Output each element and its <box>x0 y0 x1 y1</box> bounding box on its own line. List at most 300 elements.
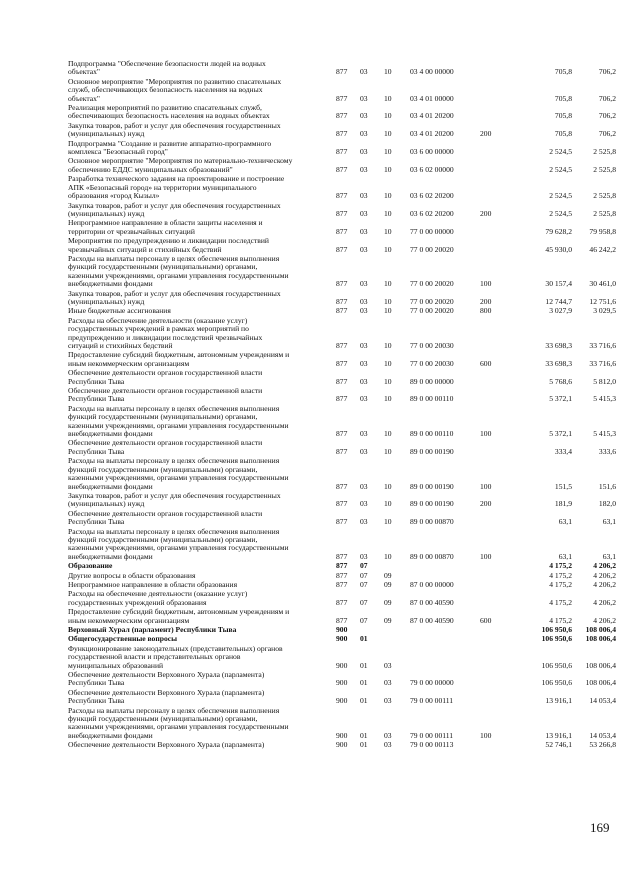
section-code: 03 <box>360 208 368 218</box>
amount-year-1: 13 916,1 <box>545 730 572 740</box>
table-row <box>68 104 616 121</box>
target-code: 77 0 00 20020 <box>410 306 454 316</box>
amount-year-2: 53 266,8 <box>589 740 616 750</box>
ved-code: 877 <box>336 394 348 404</box>
target-code: 89 0 00 00870 <box>410 517 454 527</box>
table-row <box>68 351 616 368</box>
table-row <box>68 581 616 589</box>
row-name-line: государственной власти и представительных органов <box>68 652 241 662</box>
amount-year-2: 2 525,8 <box>593 191 616 201</box>
ved-code: 877 <box>336 579 348 589</box>
row-name <box>68 562 336 570</box>
target-code: 03 4 00 00000 <box>410 67 454 77</box>
ved-code: 877 <box>336 341 348 350</box>
row-name-line: обеспечивающих безопасность населения на водных объектах <box>68 111 270 121</box>
amount-year-1: 33 698,3 <box>545 358 572 368</box>
row-name-line: Основное мероприятие "Мероприятия по развитию спасательных <box>68 76 282 86</box>
row-name <box>68 439 336 456</box>
subsection-code: 10 <box>384 394 392 404</box>
row-name-line: государственных учреждений в рамках мероприятий по <box>68 324 249 334</box>
row-name-line: Республики Тыва <box>68 394 125 404</box>
target-code: 03 6 02 00000 <box>410 164 454 174</box>
row-name-line: муниципальных образований <box>68 660 164 670</box>
subsection-code: 10 <box>384 341 392 350</box>
row-name-line: (муниципальных) нужд <box>68 296 145 306</box>
subsection-code: 10 <box>384 208 392 218</box>
subsection-code: 10 <box>384 279 392 289</box>
ved-code: 877 <box>336 67 348 77</box>
amount-year-1: 52 746,1 <box>545 740 572 750</box>
section-code: 03 <box>360 394 368 404</box>
target-code: 03 4 01 20200 <box>410 111 454 121</box>
target-code: 77 0 00 20020 <box>410 296 454 306</box>
section-code: 03 <box>360 226 368 236</box>
section-code: 07 <box>360 579 368 589</box>
expense-type-code: 200 <box>480 296 492 306</box>
row-name-line: предупреждению и ликвидации последствий чрезвычайных <box>68 332 263 342</box>
expense-type-code: 600 <box>480 615 492 625</box>
target-code: 03 4 01 20200 <box>410 129 454 139</box>
row-name-line: Республики Тыва <box>68 696 125 706</box>
amount-year-1: 33 698,3 <box>545 341 572 350</box>
row-name-line: Иные бюджетные ассигнования <box>68 306 171 316</box>
amount-year-1: 151,5 <box>554 481 572 491</box>
expense-type-code: 600 <box>480 358 492 368</box>
row-name <box>68 707 336 741</box>
section-code: 07 <box>360 597 368 607</box>
ved-code: 877 <box>336 358 348 368</box>
ved-code: 900 <box>336 730 348 740</box>
section-code: 07 <box>360 615 368 625</box>
section-code: 03 <box>360 129 368 139</box>
row-name <box>68 510 336 527</box>
table-row <box>68 457 616 491</box>
amount-year-1: 4 175,2 <box>549 561 572 571</box>
table-row <box>68 635 616 643</box>
subsection-code: 09 <box>384 615 392 625</box>
row-name <box>68 290 336 307</box>
amount-year-1: 705,8 <box>554 111 572 121</box>
row-name-line: функций государственными (муниципальными) органами, <box>68 534 258 544</box>
amount-year-1: 705,8 <box>554 93 572 103</box>
subsection-code: 10 <box>384 358 392 368</box>
ved-code: 877 <box>336 191 348 201</box>
row-name <box>68 635 336 643</box>
target-code: 89 0 00 00000 <box>410 376 454 386</box>
section-code: 01 <box>360 696 368 706</box>
amount-year-2: 33 716,6 <box>589 358 616 368</box>
row-name-line: Закупка товаров, работ и услуг для обеспечения государственных <box>68 288 281 298</box>
amount-year-1: 2 524,5 <box>549 191 572 201</box>
amount-year-1: 63,1 <box>558 551 572 561</box>
amount-year-2: 182,0 <box>598 499 616 509</box>
row-name-line: Закупка товаров, работ и услуг для обеспечения государственных <box>68 200 281 210</box>
amount-year-2: 5 415,3 <box>593 394 616 404</box>
subsection-code: 10 <box>384 429 392 439</box>
ved-code: 877 <box>336 93 348 103</box>
section-code: 03 <box>360 429 368 439</box>
expense-type-code: 200 <box>480 208 492 218</box>
row-name-line: Республики Тыва <box>68 376 125 386</box>
ved-code: 877 <box>336 296 348 306</box>
table-row <box>68 78 616 103</box>
row-name-line: объектах" <box>68 93 101 103</box>
row-name-line: Расходы на обеспечение деятельности (оказание услуг) <box>68 315 248 325</box>
table-row <box>68 671 616 688</box>
ved-code: 877 <box>336 429 348 439</box>
subsection-code: 03 <box>384 740 392 750</box>
amount-year-2: 5 812,0 <box>593 376 616 386</box>
amount-year-2: 30 461,0 <box>589 279 616 289</box>
row-name <box>68 104 336 121</box>
section-code: 01 <box>360 678 368 688</box>
amount-year-1: 12 744,7 <box>545 296 572 306</box>
amount-year-2: 2 525,8 <box>593 164 616 174</box>
amount-year-2: 5 415,3 <box>593 429 616 439</box>
row-name-line: иным некоммерческим организациям <box>68 615 190 625</box>
amount-year-1: 79 628,2 <box>545 226 572 236</box>
ved-code: 877 <box>336 517 348 527</box>
section-code: 03 <box>360 358 368 368</box>
amount-year-2: 108 006,4 <box>585 625 616 634</box>
row-name-line: обеспечению ЕДДС муниципальных образований" <box>68 164 233 174</box>
table-row <box>68 405 616 439</box>
subsection-code: 10 <box>384 446 392 456</box>
row-name <box>68 671 336 688</box>
target-code: 79 0 00 00000 <box>410 678 454 688</box>
amount-year-1: 63,1 <box>558 517 572 527</box>
table-row <box>68 510 616 527</box>
row-name <box>68 405 336 439</box>
ved-code: 877 <box>336 208 348 218</box>
table-row <box>68 317 616 351</box>
row-name-line: казенными учреждениями, органами управления государственными <box>68 722 289 732</box>
amount-year-1: 705,8 <box>554 67 572 77</box>
subsection-code: 09 <box>384 570 392 580</box>
ved-code: 877 <box>336 561 348 571</box>
row-name <box>68 581 336 589</box>
ved-code: 877 <box>336 615 348 625</box>
row-name-line: казенными учреждениями, органами управления государственными <box>68 270 289 280</box>
target-code: 89 0 00 00110 <box>410 429 454 439</box>
subsection-code: 10 <box>384 93 392 103</box>
row-name <box>68 255 336 289</box>
section-code: 03 <box>360 517 368 527</box>
section-code: 01 <box>360 660 368 670</box>
row-name-line: Основное мероприятие "Мероприятия по материально-техническому <box>68 156 293 166</box>
row-name <box>68 492 336 509</box>
amount-year-1: 106 950,6 <box>541 678 572 688</box>
table-row <box>68 60 616 77</box>
row-name <box>68 689 336 706</box>
expense-type-code: 200 <box>480 499 492 509</box>
table-row <box>68 175 616 200</box>
subsection-code: 10 <box>384 481 392 491</box>
row-name-line: внебюджетными фондами <box>68 551 153 561</box>
amount-year-1: 3 027,9 <box>549 306 572 316</box>
amount-year-2: 108 006,4 <box>585 634 616 644</box>
amount-year-1: 2 524,5 <box>549 164 572 174</box>
row-name-line: Закупка товаров, работ и услуг для обеспечения государственных <box>68 120 281 130</box>
row-name-line: Предоставление субсидий бюджетным, автономным учреждениям и <box>68 607 290 617</box>
amount-year-1: 181,9 <box>554 499 572 509</box>
section-code: 03 <box>360 93 368 103</box>
amount-year-1: 106 950,6 <box>541 634 572 644</box>
section-code: 03 <box>360 481 368 491</box>
row-name-line: Обеспечение деятельности Верховного Хурала (парламента) <box>68 670 265 680</box>
row-name-line: Обеспечение деятельности органов государственной власти <box>68 386 263 396</box>
table-row <box>68 140 616 157</box>
ved-code: 900 <box>336 660 348 670</box>
row-name-line: Расходы на обеспечение деятельности (оказание услуг) <box>68 589 248 599</box>
row-name <box>68 741 336 749</box>
target-code: 79 0 00 00111 <box>410 696 454 706</box>
section-code: 07 <box>360 561 368 571</box>
row-name-line: Общегосударственные вопросы <box>68 634 178 644</box>
amount-year-2: 14 053,4 <box>589 696 616 706</box>
amount-year-2: 151,6 <box>598 481 616 491</box>
section-code: 03 <box>360 296 368 306</box>
row-name-line: Обеспечение деятельности Верховного Хурала (парламента) <box>68 687 265 697</box>
ved-code: 877 <box>336 570 348 580</box>
target-code: 77 0 00 00000 <box>410 226 454 236</box>
row-name-line: Разработка технического задания на проектирование и построение <box>68 174 285 184</box>
target-code: 87 0 00 00000 <box>410 579 454 589</box>
section-code: 03 <box>360 446 368 456</box>
ved-code: 877 <box>336 147 348 157</box>
row-name-line: Закупка товаров, работ и услуг для обеспечения государственных <box>68 490 281 500</box>
row-name-line: внебюджетными фондами <box>68 279 153 289</box>
section-code: 03 <box>360 306 368 316</box>
subsection-code: 10 <box>384 191 392 201</box>
amount-year-1: 2 524,5 <box>549 208 572 218</box>
row-name <box>68 645 336 670</box>
target-code: 79 0 00 00111 <box>410 730 454 740</box>
table-row <box>68 626 616 634</box>
row-name-line: Предоставление субсидий бюджетным, автономным учреждениям и <box>68 350 290 360</box>
subsection-code: 10 <box>384 147 392 157</box>
subsection-code: 10 <box>384 306 392 316</box>
target-code: 03 6 02 20200 <box>410 191 454 201</box>
amount-year-1: 13 916,1 <box>545 696 572 706</box>
amount-year-1: 705,8 <box>554 129 572 139</box>
ved-code: 900 <box>336 625 348 634</box>
row-name-line: Непрограммное направление в области образования <box>68 579 238 589</box>
ved-code: 877 <box>336 481 348 491</box>
amount-year-1: 45 930,0 <box>545 244 572 254</box>
row-name-line: Расходы на выплаты персоналу в целях обеспечения выполнения <box>68 705 280 715</box>
row-name-line: (муниципальных) нужд <box>68 499 145 509</box>
subsection-code: 10 <box>384 296 392 306</box>
row-name-line: Республики Тыва <box>68 517 125 527</box>
table-row <box>68 645 616 670</box>
amount-year-2: 33 716,6 <box>589 341 616 350</box>
target-code: 89 0 00 00190 <box>410 446 454 456</box>
row-name-line: государственных учреждений образования <box>68 597 207 607</box>
ved-code: 900 <box>336 740 348 750</box>
row-name-line: Функционирование законодательных (представительных) органов <box>68 643 283 653</box>
amount-year-2: 4 206,2 <box>593 597 616 607</box>
row-name-line: Образование <box>68 561 113 571</box>
row-name <box>68 351 336 368</box>
ved-code: 877 <box>336 446 348 456</box>
row-name <box>68 387 336 404</box>
subsection-code: 10 <box>384 129 392 139</box>
row-name-line: казенными учреждениями, органами управления государственными <box>68 543 289 553</box>
table-row <box>68 290 616 307</box>
row-name <box>68 307 336 315</box>
row-name-line: Обеспечение деятельности органов государственной власти <box>68 438 263 448</box>
section-code: 01 <box>360 740 368 750</box>
subsection-code: 09 <box>384 579 392 589</box>
amount-year-1: 4 175,2 <box>549 597 572 607</box>
target-code: 03 6 02 20200 <box>410 208 454 218</box>
table-row <box>68 562 616 570</box>
section-code: 01 <box>360 730 368 740</box>
row-name-line: комплекса "Безопасный город" <box>68 147 168 157</box>
subsection-code: 10 <box>384 111 392 121</box>
amount-year-2: 706,2 <box>598 67 616 77</box>
amount-year-1: 4 175,2 <box>549 570 572 580</box>
row-name <box>68 317 336 351</box>
row-name <box>68 626 336 634</box>
row-name-line: Обеспечение деятельности Верховного Хурала (парламента) <box>68 740 265 750</box>
target-code: 87 0 00 40590 <box>410 597 454 607</box>
row-name <box>68 572 336 580</box>
subsection-code: 03 <box>384 678 392 688</box>
section-code: 03 <box>360 341 368 350</box>
amount-year-1: 2 524,5 <box>549 147 572 157</box>
row-name-line: образования «город Кызыл» <box>68 191 160 201</box>
table-row <box>68 369 616 386</box>
table-row <box>68 528 616 562</box>
amount-year-2: 63,1 <box>602 517 616 527</box>
target-code: 03 4 01 00000 <box>410 93 454 103</box>
row-name-line: Расходы на выплаты персоналу в целях обеспечения выполнения <box>68 253 280 263</box>
expense-type-code: 100 <box>480 279 492 289</box>
target-code: 89 0 00 00190 <box>410 499 454 509</box>
table-row <box>68 202 616 219</box>
table-row <box>68 439 616 456</box>
table-row <box>68 387 616 404</box>
table-row <box>68 741 616 749</box>
row-name-line: функций государственными (муниципальными) органами, <box>68 714 258 724</box>
ved-code: 900 <box>336 634 348 644</box>
row-name-line: внебюджетными фондами <box>68 481 153 491</box>
row-name-line: (муниципальных) нужд <box>68 208 145 218</box>
row-name-line: Другие вопросы в области образования <box>68 570 196 580</box>
amount-year-1: 106 950,6 <box>541 660 572 670</box>
row-name-line: Расходы на выплаты персоналу в целях обеспечения выполнения <box>68 403 280 413</box>
target-code: 89 0 00 00110 <box>410 394 454 404</box>
table-row <box>68 689 616 706</box>
row-name-line: Подпрограмма "Обеспечение безопасности людей на водных <box>68 59 266 68</box>
target-code: 77 0 00 20020 <box>410 279 454 289</box>
subsection-code: 03 <box>384 660 392 670</box>
amount-year-1: 333,4 <box>554 446 572 456</box>
expense-type-code: 200 <box>480 129 492 139</box>
amount-year-2: 12 751,6 <box>589 296 616 306</box>
subsection-code: 10 <box>384 226 392 236</box>
amount-year-2: 14 053,4 <box>589 730 616 740</box>
row-name-line: ситуаций и стихийных бедствий <box>68 341 173 350</box>
row-name-line: служб, обеспечивающих безопасность населения на водных <box>68 85 263 95</box>
row-name-line: Республики Тыва <box>68 678 125 688</box>
expense-type-code: 100 <box>480 551 492 561</box>
amount-year-2: 108 006,4 <box>585 660 616 670</box>
subsection-code: 09 <box>384 597 392 607</box>
table-row <box>68 492 616 509</box>
ved-code: 877 <box>336 551 348 561</box>
subsection-code: 03 <box>384 730 392 740</box>
row-name <box>68 202 336 219</box>
target-code: 79 0 00 00113 <box>410 740 454 750</box>
row-name-line: казенными учреждениями, органами управления государственными <box>68 473 289 483</box>
target-code: 03 6 00 00000 <box>410 147 454 157</box>
amount-year-2: 706,2 <box>598 111 616 121</box>
row-name <box>68 157 336 174</box>
subsection-code: 10 <box>384 499 392 509</box>
target-code: 87 0 00 40590 <box>410 615 454 625</box>
amount-year-2: 79 958,8 <box>589 226 616 236</box>
amount-year-2: 108 006,4 <box>585 678 616 688</box>
ved-code: 877 <box>336 164 348 174</box>
row-name-line: АПК «Безопасный город» на территории муниципального <box>68 182 257 192</box>
row-name-line: объектах" <box>68 67 101 77</box>
table-row <box>68 219 616 236</box>
amount-year-1: 5 372,1 <box>549 394 572 404</box>
expense-type-code: 100 <box>480 730 492 740</box>
table-row <box>68 707 616 741</box>
row-name <box>68 140 336 157</box>
row-name-line: Обеспечение деятельности органов государственной власти <box>68 368 263 378</box>
section-code: 03 <box>360 67 368 77</box>
amount-year-2: 706,2 <box>598 93 616 103</box>
target-code: 89 0 00 00870 <box>410 551 454 561</box>
amount-year-2: 4 206,2 <box>593 579 616 589</box>
page-number: 169 <box>590 820 610 835</box>
row-name <box>68 369 336 386</box>
amount-year-2: 4 206,2 <box>593 570 616 580</box>
amount-year-1: 30 157,4 <box>545 279 572 289</box>
ved-code: 877 <box>336 376 348 386</box>
row-name <box>68 219 336 236</box>
section-code: 01 <box>360 634 368 644</box>
section-code: 03 <box>360 499 368 509</box>
row-name-line: Непрограммное направление в области защиты населения и <box>68 218 263 228</box>
row-name-line: Расходы на выплаты персоналу в целях обеспечения выполнения <box>68 526 280 536</box>
ved-code: 900 <box>336 696 348 706</box>
row-name <box>68 608 336 625</box>
row-name-line: функций государственными (муниципальными) органами, <box>68 464 258 474</box>
subsection-code: 10 <box>384 517 392 527</box>
table-row <box>68 157 616 174</box>
section-code: 03 <box>360 279 368 289</box>
amount-year-2: 333,6 <box>598 446 616 456</box>
amount-year-2: 4 206,2 <box>593 561 616 571</box>
row-name <box>68 60 336 77</box>
target-code: 89 0 00 00190 <box>410 481 454 491</box>
amount-year-2: 706,2 <box>598 129 616 139</box>
ved-code: 877 <box>336 499 348 509</box>
amount-year-1: 5 372,1 <box>549 429 572 439</box>
section-code: 03 <box>360 244 368 254</box>
row-name-line: функций государственными (муниципальными) органами, <box>68 412 258 422</box>
row-name-line: Мероприятия по предупреждению и ликвидации последствий <box>68 236 269 246</box>
row-name <box>68 122 336 139</box>
table-row <box>68 237 616 254</box>
row-name-line: казенными учреждениями, органами управления государственными <box>68 420 289 430</box>
